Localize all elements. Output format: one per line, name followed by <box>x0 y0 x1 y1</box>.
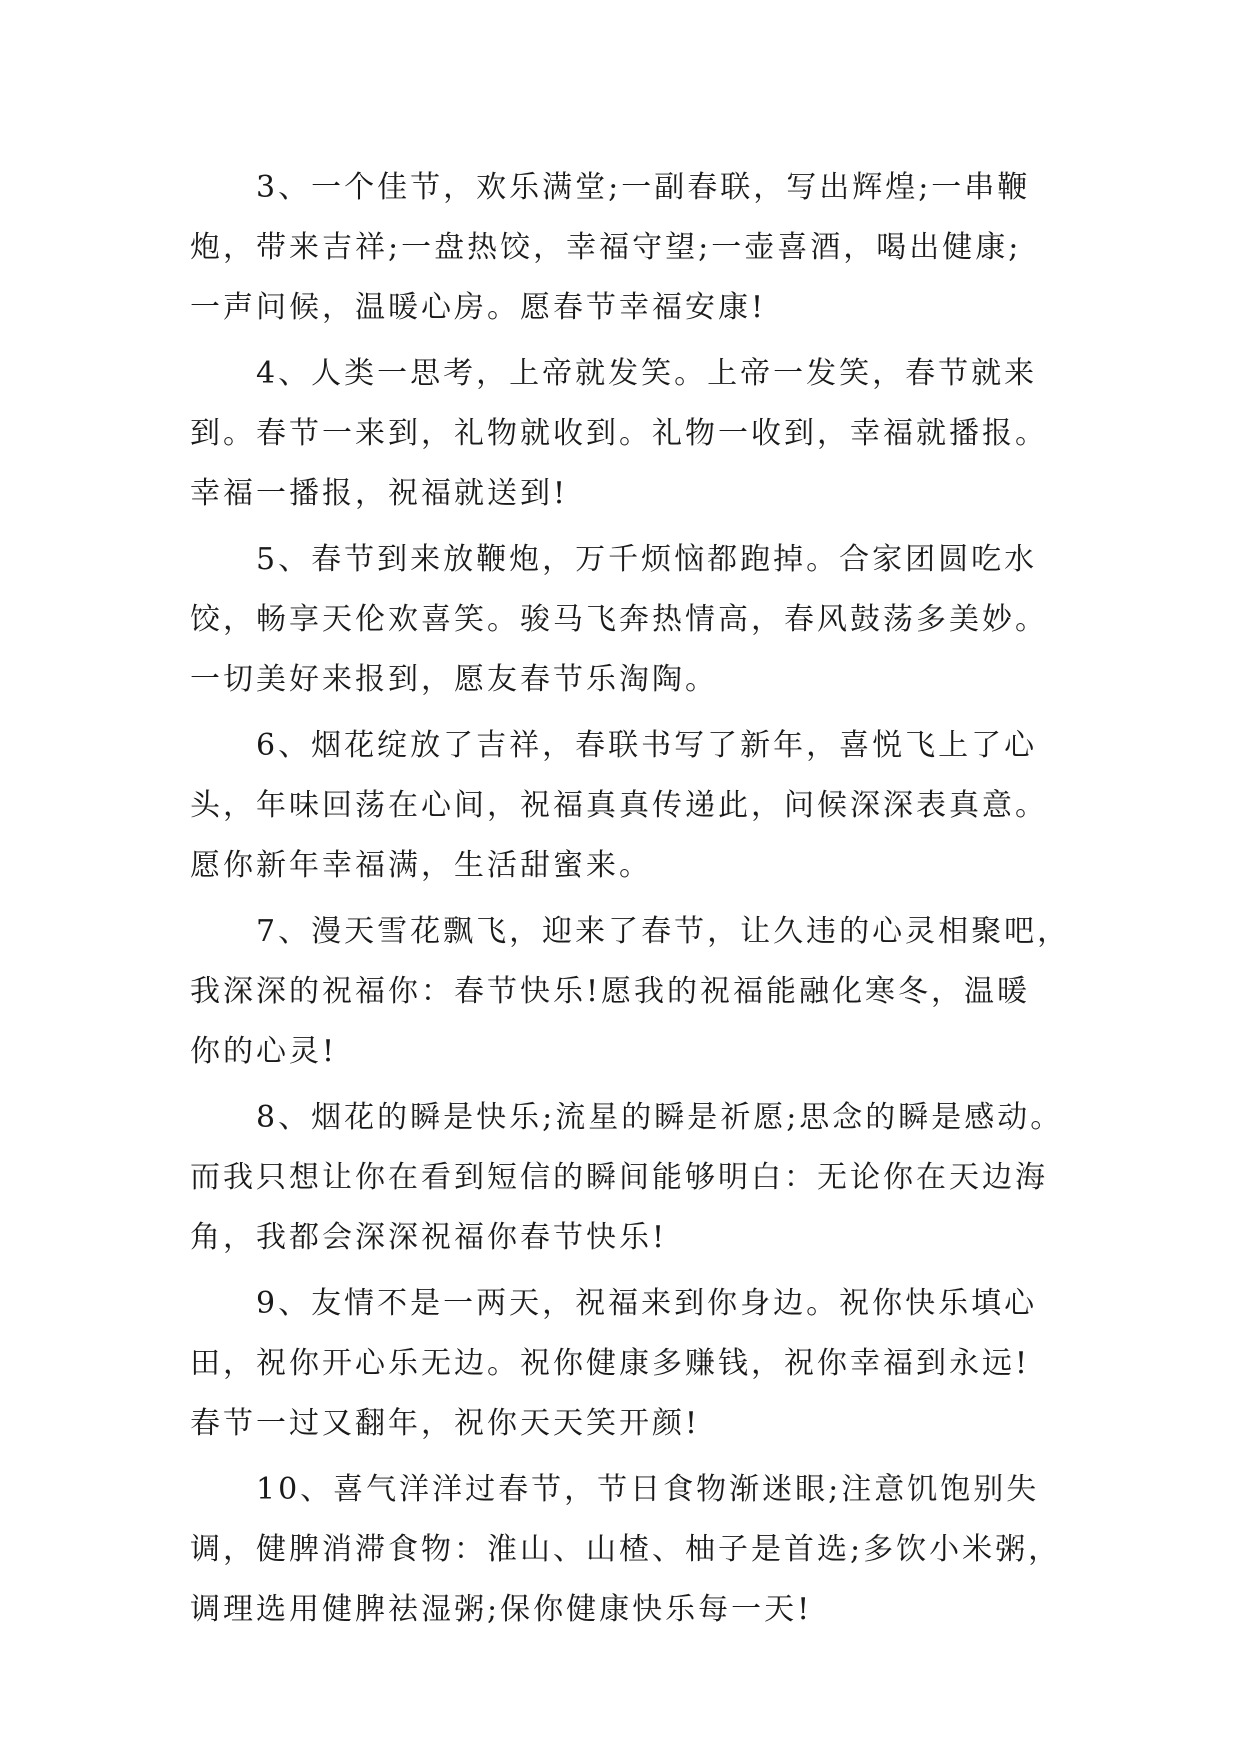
paragraph-line: 而我只想让你在看到短信的瞬间能够明白：无论你在天边海 <box>190 1160 1048 1195</box>
paragraph-line: 一切美好来报到，愿友春节乐淘陶。 <box>190 662 718 697</box>
paragraph-line: 9、友情不是一两天，祝福来到你身边。祝你快乐填心 <box>256 1286 1038 1321</box>
paragraph-line: 5、春节到来放鞭炮，万千烦恼都跑掉。合家团圆吃水 <box>256 542 1038 577</box>
document-body <box>190 158 1070 1646</box>
paragraph-5 <box>190 530 1070 710</box>
paragraph-line: 8、烟花的瞬是快乐;流星的瞬是祈愿;思念的瞬是感动。 <box>256 1100 1064 1135</box>
paragraph-9 <box>190 1274 1070 1454</box>
paragraph-line: 你的心灵! <box>190 1034 338 1069</box>
paragraph-line: 4、人类一思考，上帝就发笑。上帝一发笑，春节就来 <box>256 356 1038 391</box>
paragraph-line: 幸福一播报，祝福就送到! <box>190 476 569 511</box>
paragraph-4 <box>190 344 1070 524</box>
paragraph-line: 6、烟花绽放了吉祥，春联书写了新年，喜悦飞上了心 <box>256 728 1038 763</box>
paragraph-line: 调理选用健脾祛湿粥;保你健康快乐每一天! <box>190 1592 813 1627</box>
paragraph-8 <box>190 1088 1070 1268</box>
paragraph-7 <box>190 902 1070 1082</box>
paragraph-line: 到。春节一来到，礼物就收到。礼物一收到，幸福就播报。 <box>190 416 1048 451</box>
paragraph-line: 春节一过又翻年，祝你天天笑开颜! <box>190 1406 701 1441</box>
paragraph-line: 炮，带来吉祥;一盘热饺，幸福守望;一壶喜酒，喝出健康; <box>190 230 1022 265</box>
paragraph-line: 3、一个佳节，欢乐满堂;一副春联，写出辉煌;一串鞭 <box>256 170 1031 205</box>
paragraph-line: 一声问候，温暖心房。愿春节幸福安康! <box>190 290 767 325</box>
paragraph-line: 角，我都会深深祝福你春节快乐! <box>190 1220 668 1255</box>
paragraph-line: 7、漫天雪花飘飞，迎来了春节，让久违的心灵相聚吧， <box>256 914 1071 949</box>
paragraph-10 <box>190 1460 1070 1640</box>
paragraph-3 <box>190 158 1070 338</box>
paragraph-line: 饺，畅享天伦欢喜笑。骏马飞奔热情高，春风鼓荡多美妙。 <box>190 602 1048 637</box>
paragraph-line: 头，年味回荡在心间，祝福真真传递此，问候深深表真意。 <box>190 788 1048 823</box>
paragraph-line: 田，祝你开心乐无边。祝你健康多赚钱，祝你幸福到永远! <box>190 1346 1031 1381</box>
paragraph-line: 愿你新年幸福满，生活甜蜜来。 <box>190 848 652 883</box>
paragraph-line: 我深深的祝福你：春节快乐!愿我的祝福能融化寒冬，温暖 <box>190 974 1031 1009</box>
paragraph-6 <box>190 716 1070 896</box>
paragraph-line: 10、喜气洋洋过春节，节日食物渐迷眼;注意饥饱别失 <box>256 1472 1040 1507</box>
paragraph-line: 调，健脾消滞食物：淮山、山楂、柚子是首选;多饮小米粥， <box>190 1532 1062 1567</box>
